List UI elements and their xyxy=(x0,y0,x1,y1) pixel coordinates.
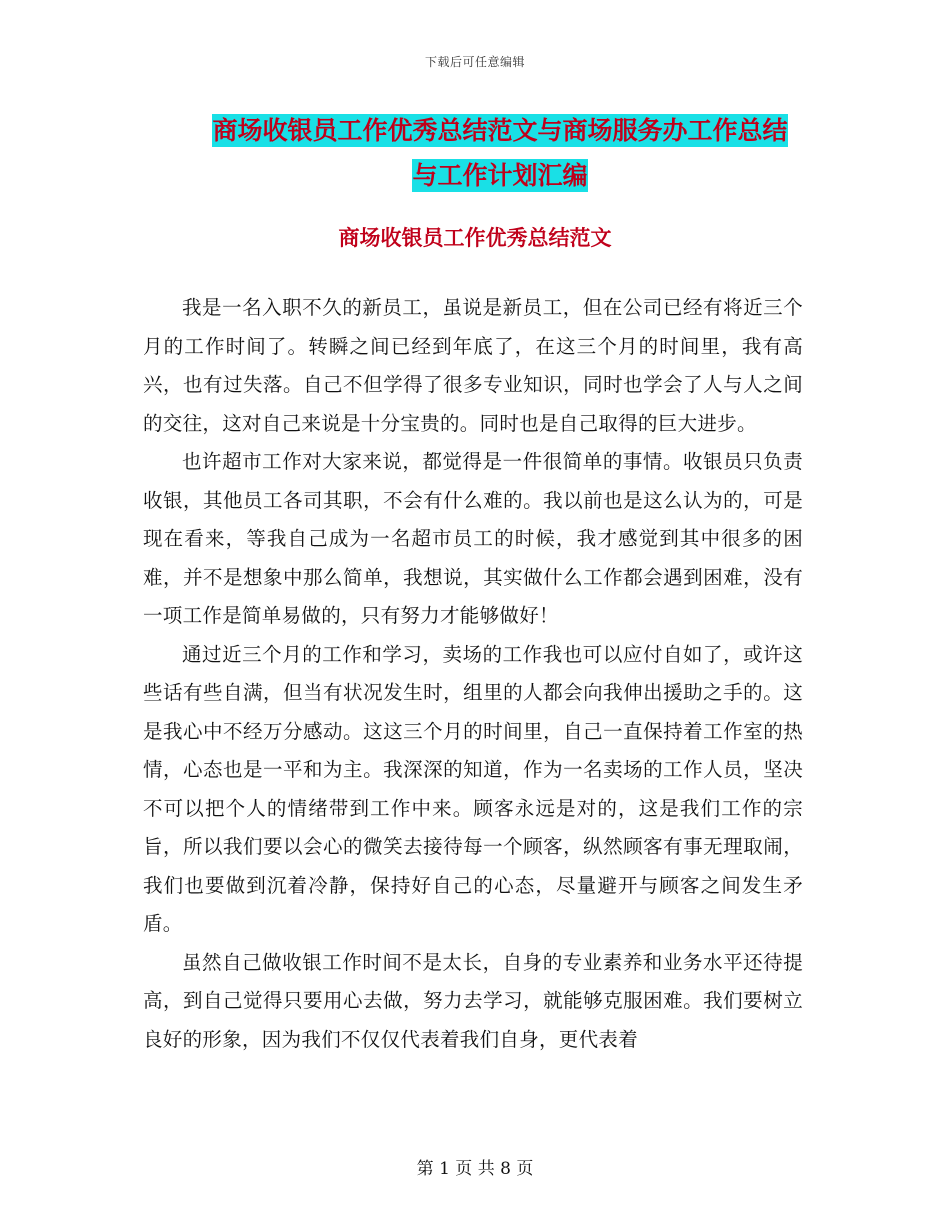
body-text xyxy=(143,289,803,1059)
document-title-line-1: 商场收银员工作优秀总结范文与商场服务办工作总结 xyxy=(212,116,788,145)
page-footer: 第 1 页 共 8 页 xyxy=(416,1159,534,1179)
paragraph: 虽然自己做收银工作时间不是太长，自身的专业素养和业务水平还待提高，到自己觉得只要用心去做，努力去学习，就能够克服困难。我们要树立良好的形象，因为我们不仅仅代表着我们自身，更代表着 xyxy=(143,950,803,1051)
paragraph: 也许超市工作对大家来说，都觉得是一件很简单的事情。收银员只负责收银，其他员工各司其职，不会有什么难的。我以前也是这么认为的，可是现在看来，等我自己成为一名超市员工的时候，我才感觉到其中很多的困难，并不是想象中那么简单，我想说，其实做什么工作都会遇到困难，没有一项工作是简单易做的，只有努力才能够做好！ xyxy=(143,450,803,627)
document-title xyxy=(150,108,850,198)
section-title: 商场收银员工作优秀总结范文 xyxy=(338,226,612,250)
paragraph: 我是一名入职不久的新员工，虽说是新员工，但在公司已经有将近三个月的工作时间了。转瞬之间已经到年底了，在这三个月的时间里，我有高兴，也有过失落。自己不但学得了很多专业知识，同时也学会了人与人之间的交往，这对自己来说是十分宝贵的。同时也是自己取得的巨大进步。 xyxy=(143,296,803,435)
paragraph: 通过近三个月的工作和学习，卖场的工作我也可以应付自如了，或许这些话有些自满，但当有状况发生时，组里的人都会向我伸出援助之手的。这是我心中不经万分感动。这这三个月的时间里，自己一直保持着工作室的热情，心态也是一平和为主。我深深的知道，作为一名卖场的工作人员，坚决不可以把个人的情绪带到工作中来。顾客永远是对的，这是我们工作的宗旨，所以我们要以会心的微笑去接待每一个顾客，纵然顾客有事无理取闹，我们也要做到沉着冷静，保持好自己的心态，尽量避开与顾客之间发生矛盾。 xyxy=(143,642,803,935)
document-title-line-2: 与工作计划汇编 xyxy=(412,161,588,190)
header-note: 下载后可任意编辑 xyxy=(424,55,525,69)
